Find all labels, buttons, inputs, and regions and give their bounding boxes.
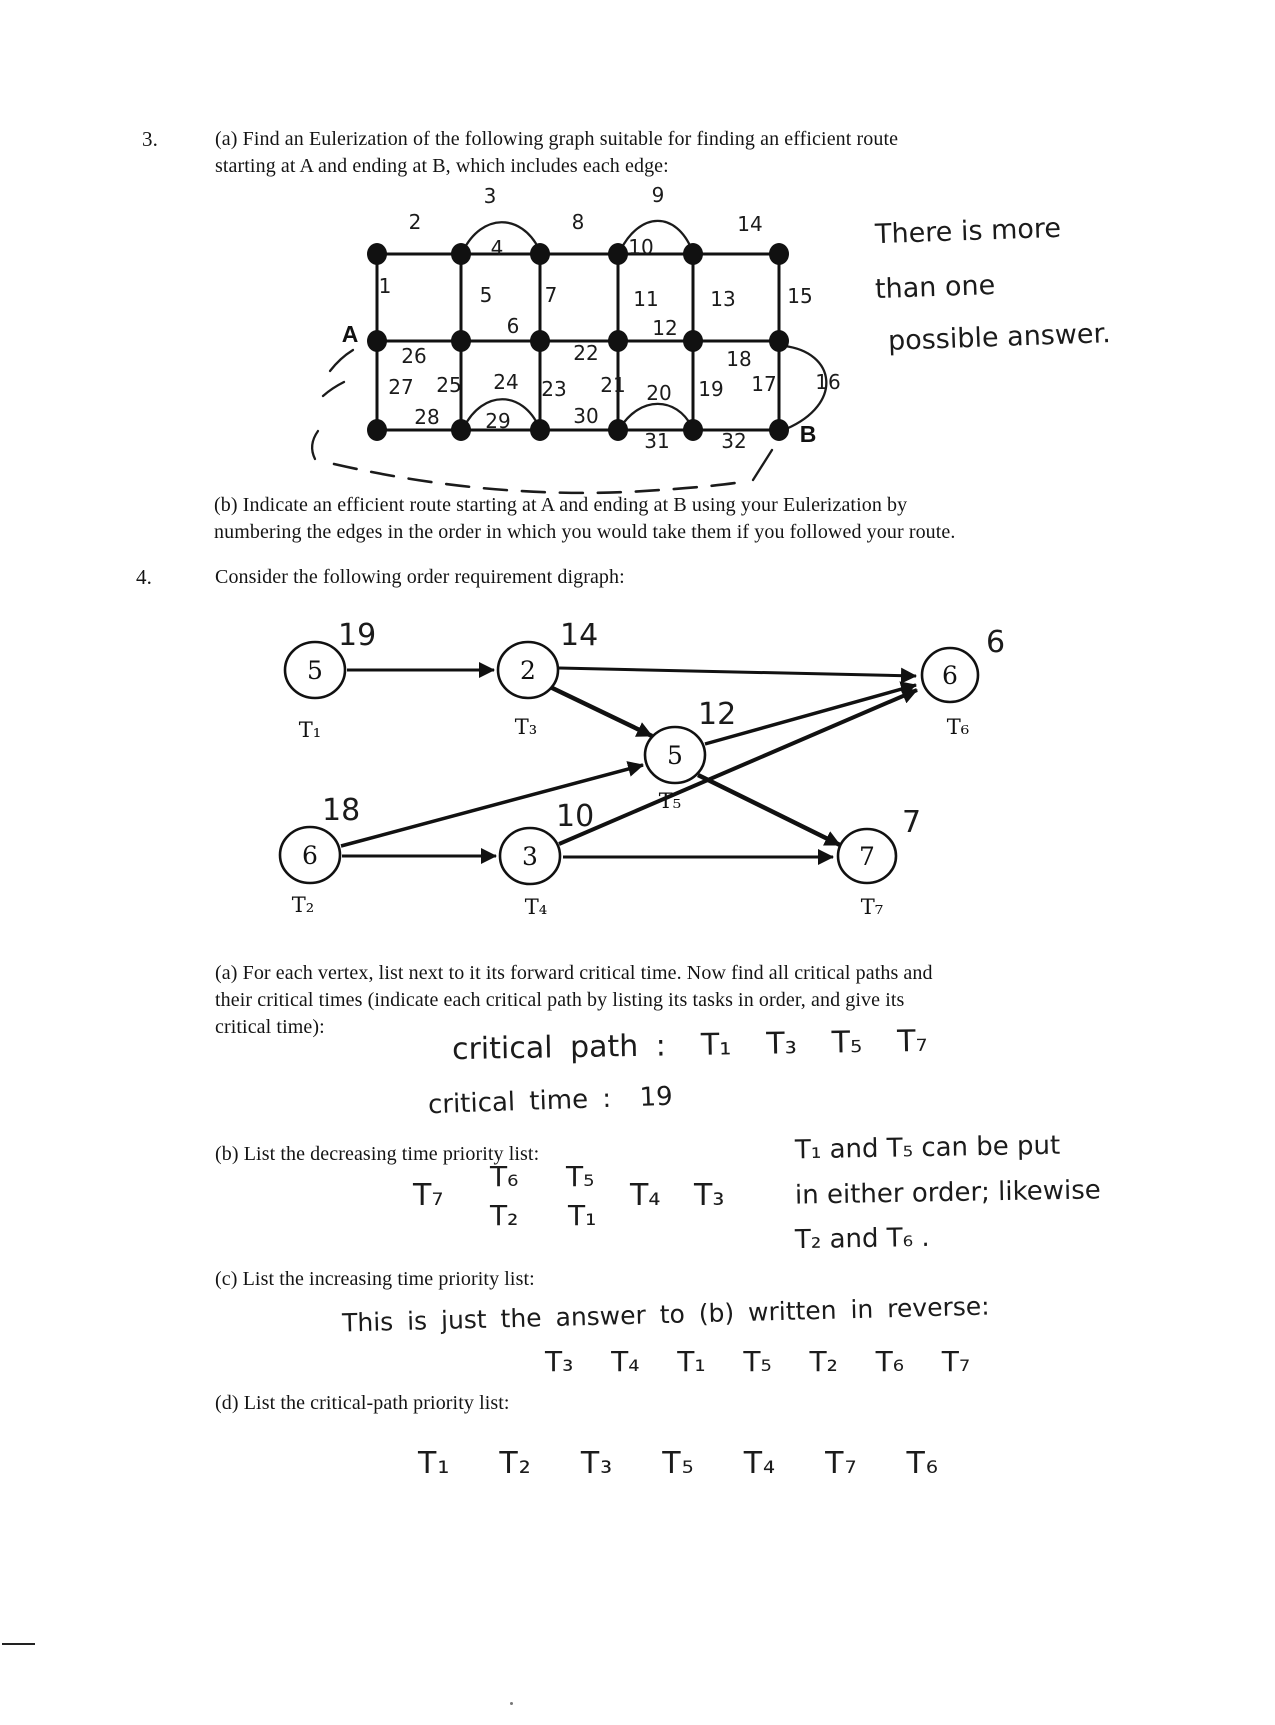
problem-4b-label: (b) List the decreasing time priority list: <box>215 1143 540 1165</box>
fct-t6: 6 <box>986 625 1006 660</box>
task-time-t1: 5 <box>307 656 323 685</box>
digraph-edges <box>341 668 917 857</box>
d-answer: T₁ T₂ T₃ T₅ T₄ T₇ T₆ <box>418 1446 939 1481</box>
route-number: 29 <box>485 409 511 433</box>
margin-note-line3: possible answer. <box>887 318 1112 357</box>
b-note-line1: T₁ and T₅ can be put <box>794 1130 1061 1166</box>
route-number: 30 <box>573 404 599 428</box>
route-number: 23 <box>541 377 567 401</box>
problem-3a-text-line1: (a) Find an Eulerization of the following graph suitable for finding an efficient route <box>215 128 899 150</box>
order-requirement-digraph <box>250 600 1060 940</box>
edge-t3-t5 <box>546 685 652 736</box>
route-number: 6 <box>506 314 520 338</box>
problem-4c-label: (c) List the increasing time priority list: <box>215 1268 535 1290</box>
route-number: 21 <box>600 373 626 397</box>
route-number: 11 <box>633 287 659 311</box>
problem-3-number: 3. <box>142 127 158 151</box>
fct-t7: 7 <box>902 805 922 840</box>
priority-token: T₇ <box>413 1178 444 1213</box>
route-number: 7 <box>544 283 558 307</box>
task-time-t3: 2 <box>520 656 536 685</box>
route-number: 26 <box>401 344 427 368</box>
route-number: 18 <box>726 347 752 371</box>
route-number: 28 <box>414 405 440 429</box>
route-number: 2 <box>408 210 422 234</box>
priority-token: T₂ <box>490 1199 519 1232</box>
problem-3a-text-line2: starting at A and ending at B, which includes each edge: <box>215 155 669 177</box>
task-label-t1: T₁ <box>298 718 322 742</box>
priority-token: T₆ <box>490 1160 519 1193</box>
route-number: 25 <box>436 373 462 397</box>
route-number: 17 <box>751 372 777 396</box>
problem-4a-text-line3: critical time): <box>215 1016 325 1038</box>
fct-t1: 19 <box>338 618 377 653</box>
task-label-t3: T₃ <box>514 715 538 739</box>
task-time-t6: 6 <box>942 661 958 690</box>
task-time-t2: 6 <box>302 841 318 870</box>
fct-t5: 12 <box>698 697 737 732</box>
route-number: 1 <box>378 274 392 298</box>
route-number: 14 <box>737 212 763 236</box>
route-number: 19 <box>698 377 724 401</box>
priority-token: T₃ <box>694 1178 725 1213</box>
margin-note-line2: than one <box>874 269 996 306</box>
route-number: 5 <box>479 283 493 307</box>
task-label-t4: T₄ <box>524 895 548 919</box>
fct-t3: 14 <box>560 618 599 653</box>
priority-token: T₄ <box>630 1178 661 1213</box>
node-task-labels <box>292 715 969 919</box>
answer-critical-time: critical time : 19 <box>427 1081 674 1121</box>
priority-token: T₅ <box>566 1160 595 1193</box>
route-number: 3 <box>483 184 497 208</box>
problem-4-number: 4. <box>136 565 152 589</box>
edge-t5-t7 <box>698 775 840 845</box>
c-answer: T₃ T₄ T₁ T₅ T₂ T₆ T₇ <box>545 1345 971 1378</box>
edge-t4-t6 <box>559 690 917 844</box>
task-label-t5: T₅ <box>658 789 682 813</box>
b-note-line2: in either order; likewise <box>794 1175 1102 1211</box>
route-number: 24 <box>493 370 519 394</box>
task-label-t7: T₇ <box>860 895 884 919</box>
fct-t2: 18 <box>322 793 361 828</box>
vertex-label-b: B <box>799 421 817 447</box>
edge-t3-t6 <box>559 668 916 676</box>
route-number: 12 <box>652 316 678 340</box>
problem-4d-label: (d) List the critical-path priority list: <box>215 1392 510 1414</box>
problem-4a-text-line1: (a) For each vertex, list next to it its forward critical time. Now find all critical paths and <box>215 962 933 984</box>
route-number: 9 <box>651 183 665 207</box>
vertex-label-a: A <box>341 321 359 347</box>
answer-critical-path: critical path : T₁ T₃ T₅ T₇ <box>451 1023 928 1068</box>
route-number: 31 <box>644 429 670 453</box>
margin-note-line1: There is more <box>874 212 1062 251</box>
route-number: 15 <box>787 284 813 308</box>
scan-artifact-line <box>2 1643 35 1645</box>
route-number: 13 <box>710 287 736 311</box>
route-number: 20 <box>646 381 672 405</box>
problem-3b-text-line2: numbering the edges in the order in which you would take them if you followed your route. <box>214 521 956 543</box>
scan-artifact-dot <box>510 1702 513 1705</box>
task-time-t7: 7 <box>859 842 875 871</box>
c-note: This is just the answer to (b) written in reverse: <box>341 1291 990 1338</box>
task-time-t5: 5 <box>667 741 683 770</box>
fct-t4: 10 <box>556 799 595 834</box>
edge-t2-t5 <box>341 765 643 846</box>
route-number: 16 <box>815 370 841 394</box>
route-number: 4 <box>490 236 504 260</box>
route-number: 22 <box>573 341 599 365</box>
b-note-line3: T₂ and T₆ . <box>794 1222 930 1256</box>
route-number: 8 <box>571 210 585 234</box>
problem-3b-text-line1: (b) Indicate an efficient route starting at A and ending at B using your Eulerization by <box>214 494 908 516</box>
route-number: 27 <box>388 375 414 399</box>
route-numbers <box>379 183 841 453</box>
problem-4a-text-line2: their critical times (indicate each critical path by listing its tasks in order, and give its <box>215 989 905 1011</box>
priority-token: T₁ <box>568 1199 597 1232</box>
problem-4-intro: Consider the following order requirement digraph: <box>215 566 625 588</box>
dashed-route-loop <box>334 464 748 493</box>
task-time-t4: 3 <box>522 842 538 871</box>
task-label-t2: T₂ <box>291 893 315 917</box>
route-number: 10 <box>628 235 654 259</box>
task-label-t6: T₆ <box>946 715 970 739</box>
route-number: 32 <box>721 429 747 453</box>
